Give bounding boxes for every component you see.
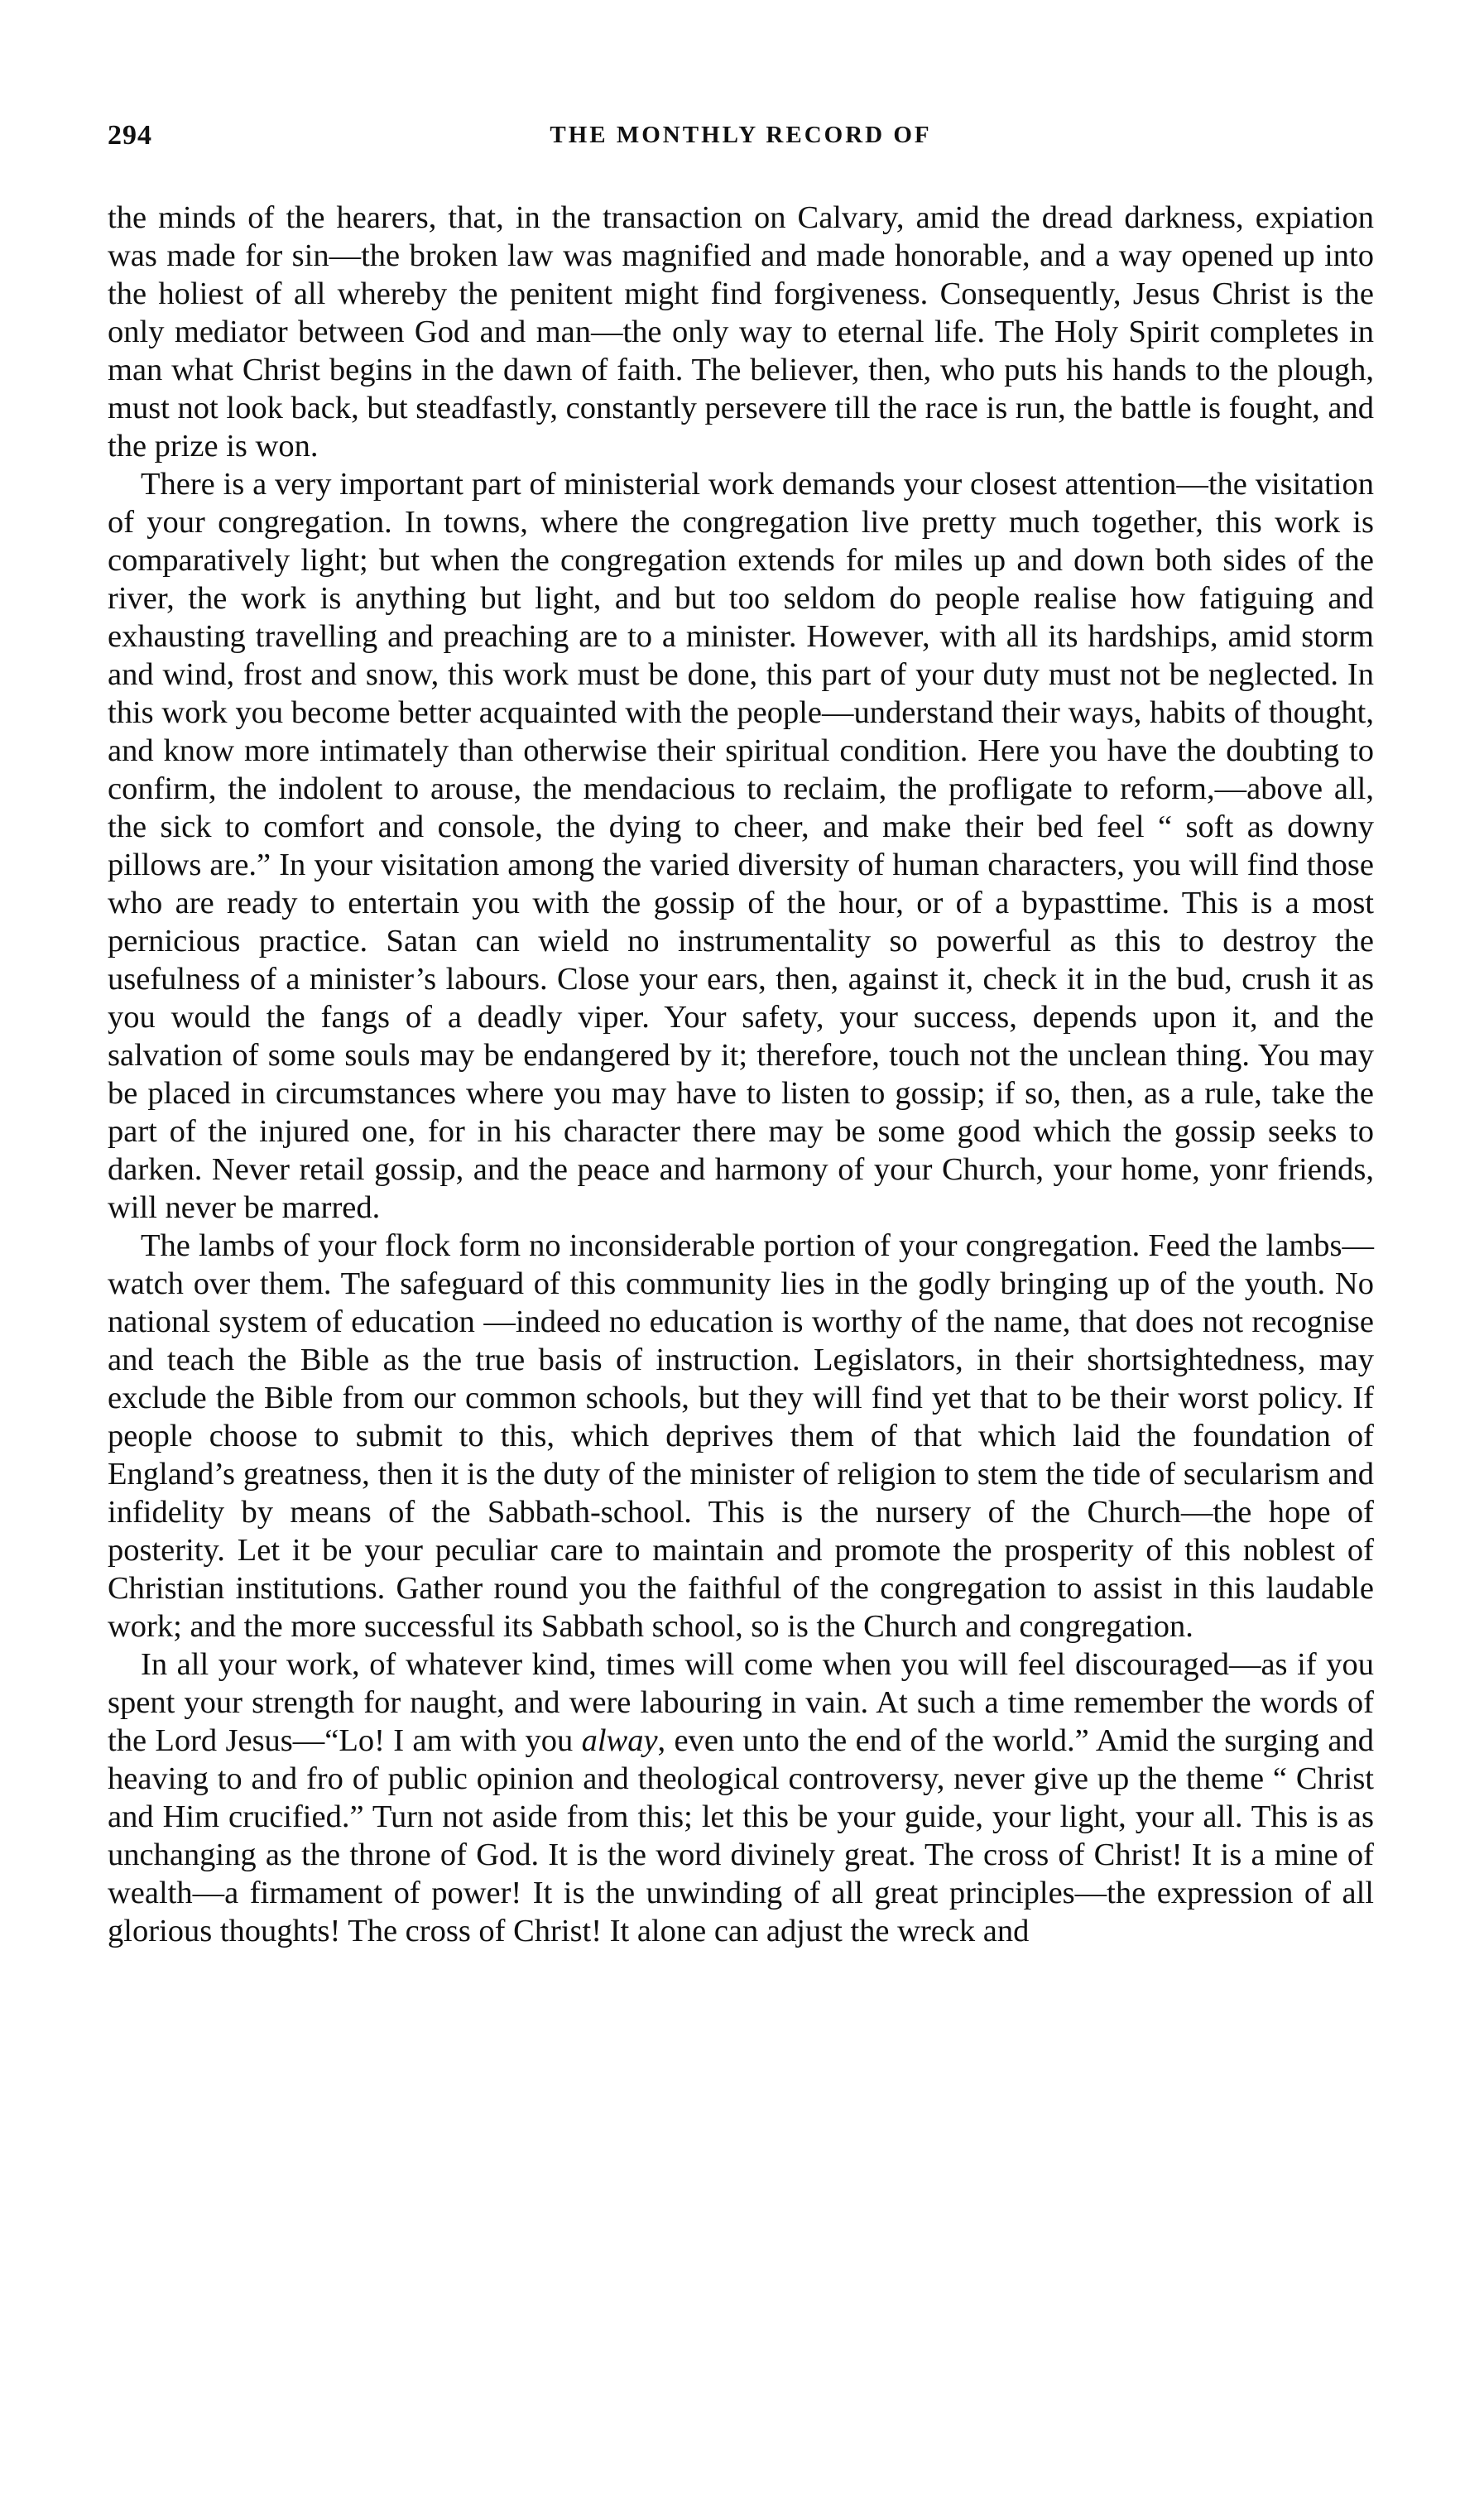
paragraph-4-text-before: In all your work, of whatever kind, times will come when you will feel discouraged—as if you spent your strength for naught, and were labouring in vain. At such a time remember the words of the Lord Jesus—“Lo! I am with you (108, 1647, 1374, 1758)
paragraph-4-italic-alway: alway (581, 1723, 658, 1758)
body-text (108, 199, 1374, 1950)
running-header (108, 120, 1374, 161)
paragraph-4 (108, 1645, 1374, 1950)
paragraph-1: the minds of the hearers, that, in the transaction on Calvary, amid the dread darkness, expiation was made for sin—the broken law was magnified and made honorable, and a way opened up into the holiest of all whereby the penitent might find forgiveness. Consequently, Jesus Christ is the only mediator between God and man—the only way to eternal life. The Holy Spirit completes in man what Christ begins in the dawn of faith. The believer, then, who puts his hands to the plough, must not look back, but steadfastly, constantly persevere till the race is run, the battle is fought, and the prize is won. (108, 200, 1374, 464)
running-title: THE MONTHLY RECORD OF (550, 122, 932, 148)
page-number: 294 (108, 120, 152, 151)
paragraph-3: The lambs of your flock form no inconsiderable portion of your congregation. Feed the lambs—watch over them. The safeguard of this community lies in the godly bringing up of the youth. No national system of education —indeed no education is worthy of the name, that does not recognise and teach the Bible as the true basis of instruction. Legislators, in their shortsightedness, may exclude the Bible from our common schools, but they will find yet that to be their worst policy. If people choose to submit to this, which deprives them of that which laid the foundation of England’s greatness, then it is the duty of the minister of religion to stem the tide of secularism and infidelity by means of the Sabbath-school. This is the nursery of the Church—the hope of posterity. Let it be your peculiar care to maintain and promote the prosperity of this noblest of Christian institutions. Gather round you the faithful of the congregation to assist in this laudable work; and the more successful its Sabbath school, so is the Church and congregation. (108, 1228, 1374, 1644)
paragraph-2: There is a very important part of ministerial work demands your closest attention—the visitation of your congregation. In towns, where the congregation live pretty much together, this work is comparatively light; but when the congregation extends for miles up and down both sides of the river, the work is anything but light, and but too seldom do people realise how fatiguing and exhausting travelling and preaching are to a minister. However, with all its hardships, amid storm and wind, frost and snow, this work must be done, this part of your duty must not be neglected. In this work you become better acquainted with the people—understand their ways, habits of thought, and know more intimately than otherwise their spiritual condition. Here you have the doubting to confirm, the indolent to arouse, the mendacious to reclaim, the profligate to reform,—above all, the sick to comfort and console, the dying to cheer, and make their bed feel “ soft as downy pillows are.” In your visitation among the varied diversity of human characters, you will find those who are ready to entertain you with the gossip of the hour, or of a bypasttime. This is a most pernicious practice. Satan can wield no instrumentality so powerful as this to destroy the usefulness of a minister’s labours. Close your ears, then, against it, check it in the bud, crush it as you would the fangs of a deadly viper. Your safety, your success, depends upon it, and the salvation of some souls may be endangered by it; therefore, touch not the unclean thing. You may be placed in circumstances where you may have to listen to gossip; if so, then, as a rule, take the part of the injured one, for in his character there may be some good which the gossip seeks to darken. Never retail gossip, and the peace and harmony of your Church, your home, yonr friends, will never be marred. (108, 467, 1374, 1225)
paragraph-4-text-after: , even unto the end of the world.” Amid the surging and heaving to and fro of public opinion and theological controversy, never give up the theme “ Christ and Him crucified.” Turn not aside from this; let this be your guide, your light, your all. This is as unchanging as the throne of God. It is the word divinely great. The cross of Christ! It is a mine of wealth—a firmament of power! It is the unwinding of all great principles—the expression of all glorious thoughts! The cross of Christ! It alone can adjust the wreck and (108, 1723, 1374, 1948)
